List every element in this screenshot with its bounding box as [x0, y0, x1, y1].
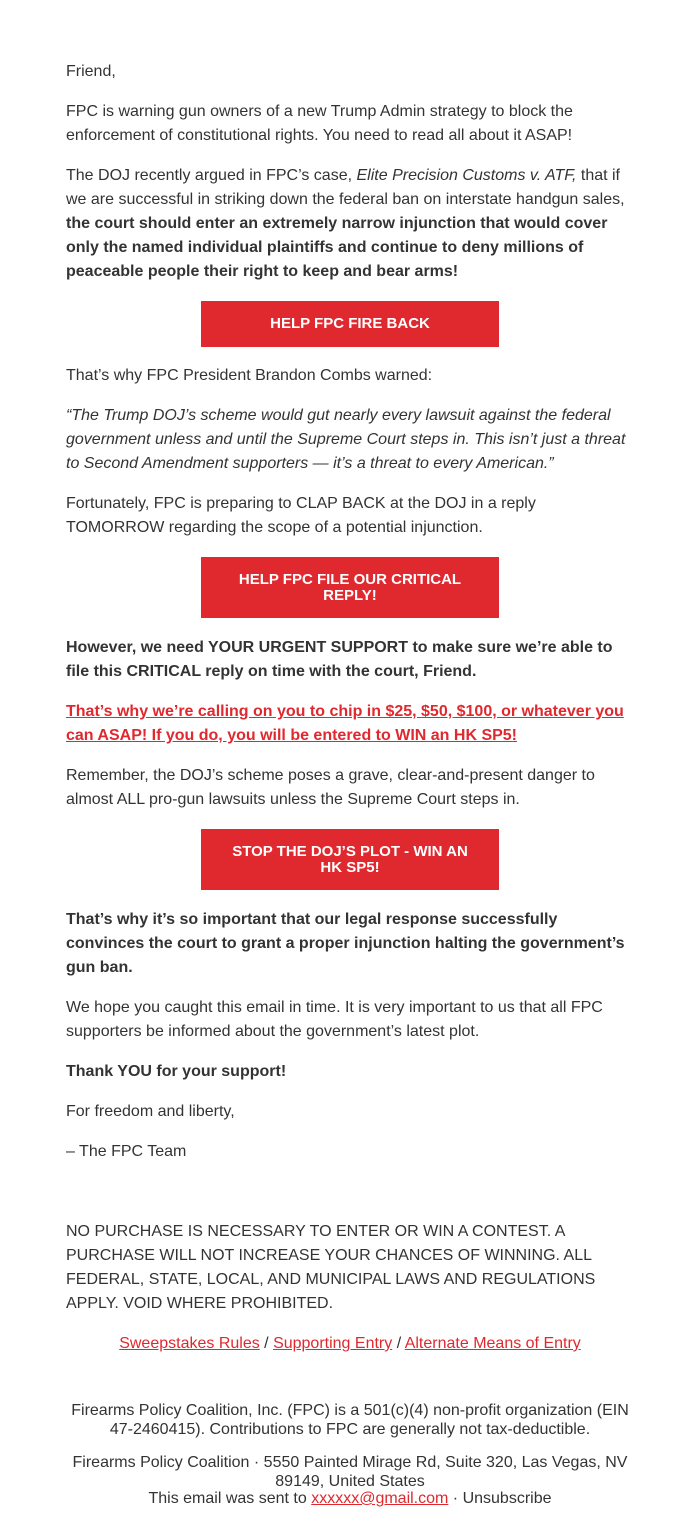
- footer-org-info: Firearms Policy Coalition, Inc. (FPC) is a 501(c)(4) non-profit organization (EIN 47-2460415). Contributions to FPC are generally not tax-deductible.: [71, 1402, 629, 1438]
- help-fpc-file-reply-button[interactable]: [201, 557, 499, 618]
- stop-doj-plot-button[interactable]: [201, 829, 499, 890]
- sweepstakes-rules-link[interactable]: Sweepstakes Rules: [119, 1335, 260, 1352]
- greeting: Friend,: [66, 63, 116, 80]
- chip-in-paragraph: [66, 700, 630, 748]
- danger-paragraph: Remember, the DOJ’s scheme poses a grave, clear-and-present danger to almost ALL pro-gun lawsuits unless the Supreme Court steps in.: [66, 767, 595, 808]
- caught-in-time-paragraph: We hope you caught this email in time. It is very important to us that all FPC supporters be informed about the government’s latest plot.: [66, 999, 603, 1040]
- clap-back-paragraph: Fortunately, FPC is preparing to CLAP BACK at the DOJ in a reply TOMORROW regarding the scope of a potential injunction.: [66, 495, 536, 536]
- para2-middle: that if we are successful in striking down the federal ban on interstate handgun sales,: [66, 167, 625, 208]
- rules-separator-2: /: [392, 1335, 405, 1352]
- chip-in-link[interactable]: That’s why we’re calling on you to chip in $25, $50, $100, or whatever you can ASAP! If you do, you will be entered to WIN an HK SP5!: [66, 703, 624, 744]
- critical-reply-label: HELP FPC FILE OUR CRITICAL REPLY!: [238, 570, 462, 604]
- sent-to-prefix: This email was sent to: [148, 1490, 312, 1507]
- supporting-entry-link[interactable]: Supporting Entry: [273, 1335, 393, 1352]
- stop-plot-label: STOP THE DOJ’S PLOT - WIN AN HK SP5!: [232, 842, 468, 876]
- thank-you-line: Thank YOU for your support!: [66, 1063, 287, 1080]
- footer-sent-to: [0, 1489, 700, 1508]
- contest-disclaimer: NO PURCHASE IS NECESSARY TO ENTER OR WIN A CONTEST. A PURCHASE WILL NOT INCREASE YOUR CHANCES OF WINNING. ALL FEDERAL, STATE, LOCAL, AND MUNICIPAL LAWS AND REGULATIONS APPLY. VOID WHERE PROHIBITED.: [66, 1223, 596, 1312]
- footer-address: Firearms Policy Coalition · 5550 Painted Mirage Rd, Suite 320, Las Vegas, NV 89149, United States: [72, 1454, 628, 1490]
- signature-line: – The FPC Team: [66, 1143, 187, 1160]
- para2-bold: the court should enter an extremely narrow injunction that would cover only the named individual plaintiffs and continue to deny millions of peaceable people their right to keep and bear arms!: [66, 215, 608, 280]
- rules-links: [0, 1334, 700, 1353]
- urgent-support-paragraph: However, we need YOUR URGENT SUPPORT to make sure we’re able to file this CRITICAL reply on time with the court, Friend.: [66, 639, 613, 680]
- para2-lead: The DOJ recently argued in FPC’s case,: [66, 167, 357, 184]
- signoff-line: For freedom and liberty,: [66, 1103, 235, 1120]
- fire-back-label: HELP FPC FIRE BACK: [270, 315, 430, 332]
- case-name: Elite Precision Customs v. ATF,: [356, 167, 577, 184]
- footer-separator: ·: [448, 1490, 463, 1507]
- president-warned-paragraph: That’s why FPC President Brandon Combs warned:: [66, 367, 433, 384]
- help-fpc-fire-back-button[interactable]: [201, 301, 499, 347]
- unsubscribe-link[interactable]: Unsubscribe: [462, 1490, 552, 1507]
- intro-paragraph: FPC is warning gun owners of a new Trump Admin strategy to block the enforcement of constitutional rights. You need to read all about it ASAP!: [66, 103, 573, 144]
- doj-argument-paragraph: [66, 164, 630, 284]
- recipient-email-link[interactable]: xxxxxx@gmail.com: [311, 1490, 449, 1507]
- president-quote: “The Trump DOJ’s scheme would gut nearly every lawsuit against the federal government unless and until the Supreme Court steps in. This isn’t just a threat to Second Amendment supporters — it’s a threat to every American.”: [66, 407, 626, 472]
- legal-response-paragraph: That’s why it’s so important that our legal response successfully convinces the court to grant a proper injunction halting the government’s gun ban.: [66, 911, 625, 976]
- rules-separator-1: /: [259, 1335, 274, 1352]
- alternate-entry-link[interactable]: Alternate Means of Entry: [404, 1335, 581, 1352]
